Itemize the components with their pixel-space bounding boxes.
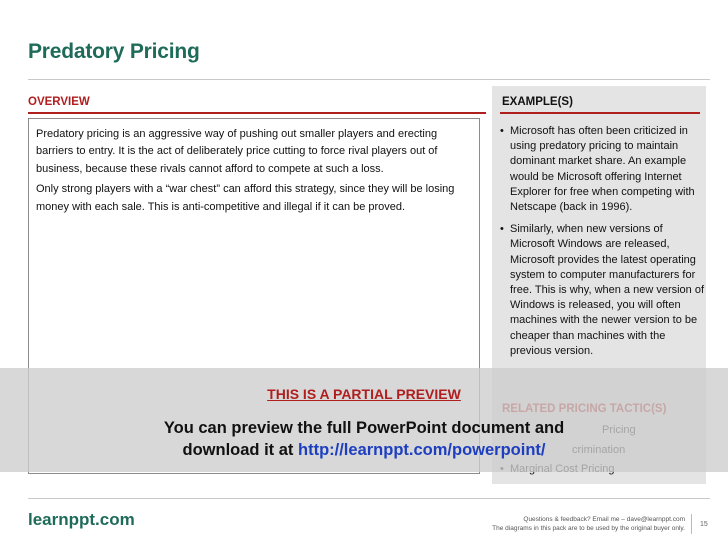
overview-paragraph-1: Predatory pricing is an aggressive way of pushing out smaller players and erecting barriers to entry. It is the act of deliberately price cutting to force rival players out of business, because these rivals cannot afford to compete at such a loss. [36, 128, 438, 175]
page-number: 15 [700, 521, 708, 528]
example-list [500, 124, 704, 366]
bullet-icon: • [500, 223, 504, 236]
example-item-text: Microsoft has often been criticized in using predatory pricing to maintain dominant market share. An example would be Microsoft offering Internet Explorer for free when competing with Netscape (back in 1996). [510, 125, 695, 214]
preview-line-2 [0, 439, 728, 461]
preview-title: THIS IS A PARTIAL PREVIEW [267, 386, 461, 402]
page-number-divider [691, 514, 692, 534]
preview-line-2-prefix: download it at [182, 441, 298, 459]
footer-divider [28, 498, 710, 499]
overview-paragraph-2: Only strong players with a “war chest” can afford this strategy, since they will be losing money with each sale. This is anti-competitive and illegal if it can be proved. [36, 183, 455, 213]
list-item [500, 124, 704, 215]
footer-note-line-1: Questions & feedback? Email me – dave@learnppt.com [523, 516, 685, 523]
preview-line-1: You can preview the full PowerPoint document and [163, 419, 565, 437]
overview-heading-rule [28, 112, 486, 114]
bullet-icon: • [500, 125, 504, 137]
example-item-text: Similarly, when new versions of Microsoft Windows are released, Microsoft provides the latest operating system to computer manufacturers for free. This is why, when a new version of Windows is released, you will often machines with the newer version to be cheaper than machines with the previous version. [510, 223, 705, 357]
preview-link[interactable]: http://learnppt.com/powerpoint/ [298, 441, 546, 459]
overview-heading: OVERVIEW [28, 96, 90, 108]
example-heading-rule [500, 112, 700, 114]
preview-message [0, 417, 728, 461]
footer-note-line-2: The diagrams in this pack are to be used by the original buyer only. [492, 524, 685, 532]
footer-note [440, 516, 685, 533]
slide-title: Predatory Pricing [28, 40, 200, 63]
title-divider [28, 79, 710, 80]
example-heading: EXAMPLE(S) [502, 96, 573, 108]
list-item [500, 222, 704, 359]
brand-logo: learnppt.com [28, 510, 135, 529]
